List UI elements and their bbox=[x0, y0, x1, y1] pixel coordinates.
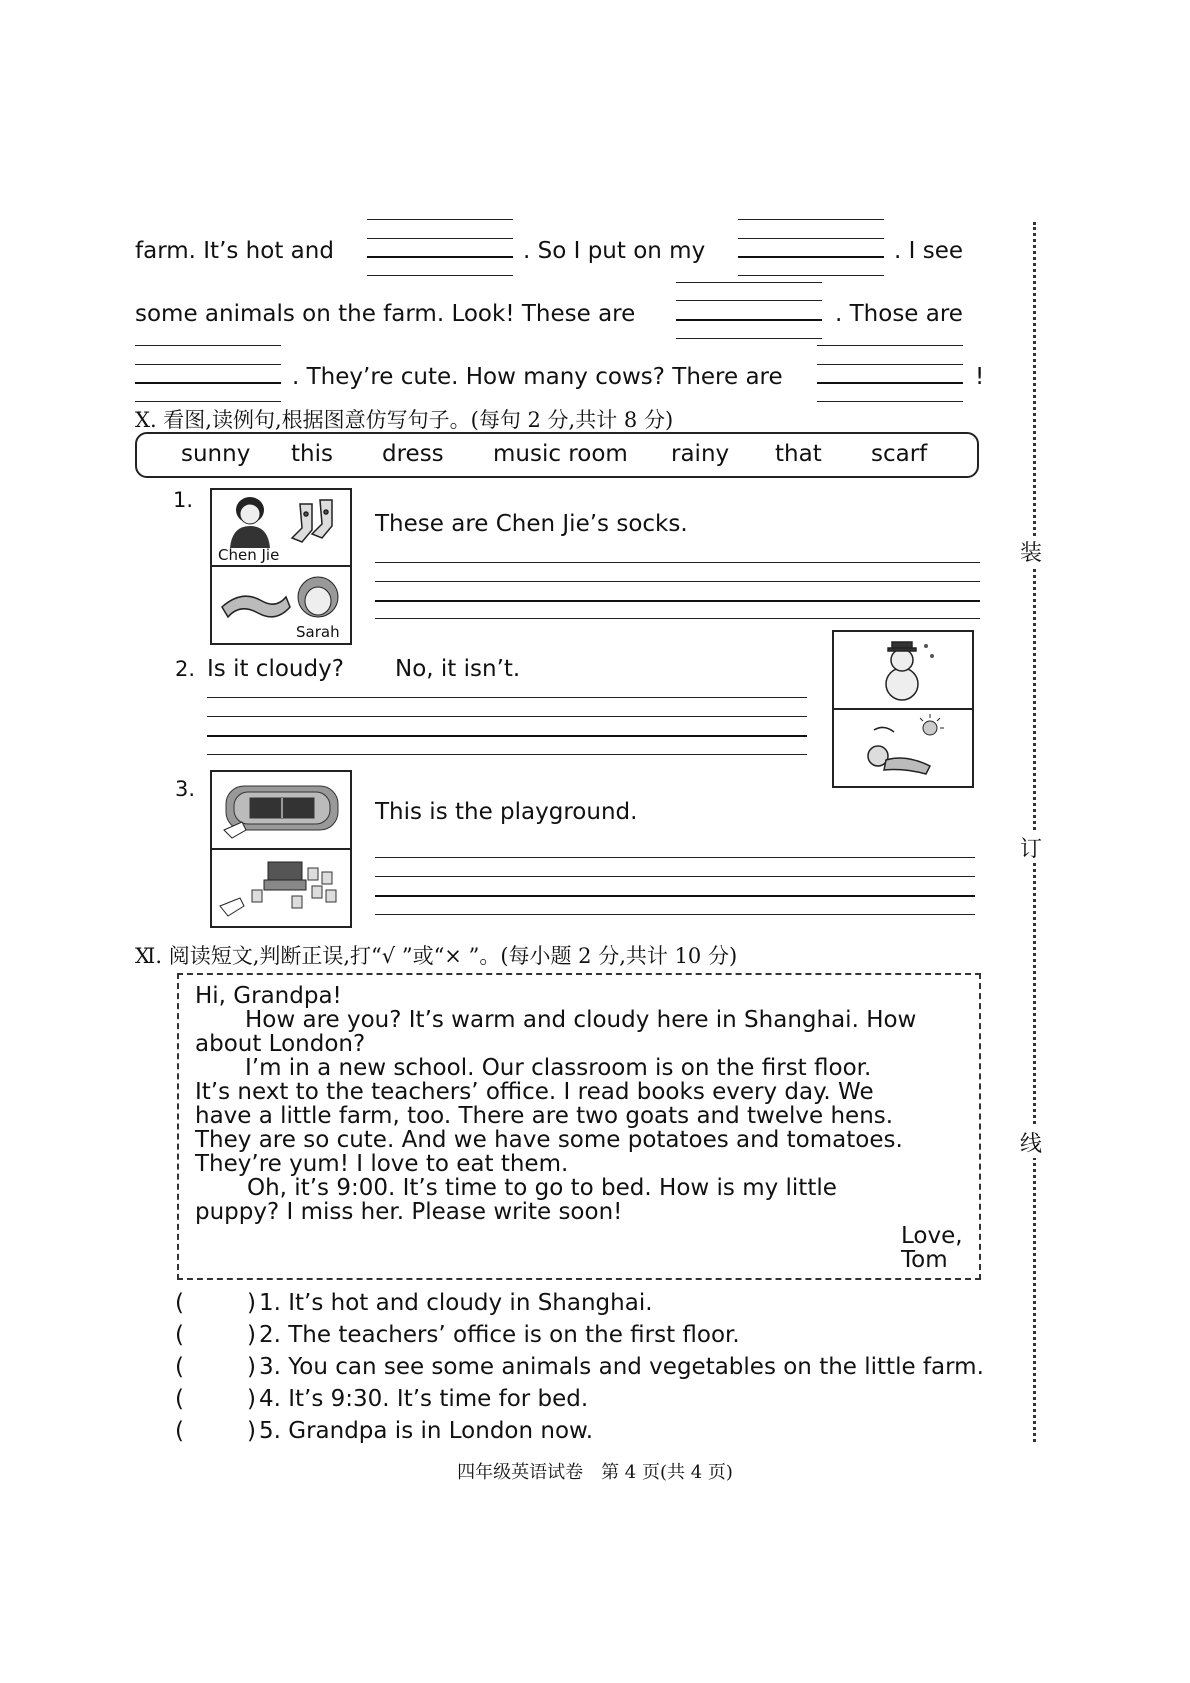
word-bank bbox=[135, 432, 979, 478]
example-sentence: This is the playground. bbox=[375, 799, 638, 825]
question-text: 3. You can see some animals and vegetables on the little farm. bbox=[259, 1354, 984, 1380]
word-bank-item: that bbox=[775, 441, 822, 467]
question-text: 4. It’s 9:30. It’s time for bed. bbox=[259, 1386, 589, 1412]
letter-line: puppy? I miss her. Please write soon! bbox=[195, 1199, 623, 1225]
sunny-beach-picture bbox=[832, 708, 974, 788]
passage-text: some animals on the farm. Look! These are bbox=[135, 301, 636, 327]
answer-bracket[interactable]: ( bbox=[175, 1418, 184, 1444]
page-footer: 四年级英语试卷 第 4 页(共 4 页) bbox=[457, 1462, 733, 1483]
letter-line: They’re yum! I love to eat them. bbox=[195, 1151, 569, 1177]
question-number: 3. bbox=[175, 777, 196, 801]
piano-icon bbox=[264, 862, 306, 890]
letter-signature: Tom bbox=[901, 1247, 948, 1273]
answer-bracket: ) bbox=[247, 1322, 256, 1348]
binding-mark: 线 bbox=[1020, 1127, 1042, 1158]
passage-text: ! bbox=[975, 364, 985, 390]
passage-text: . They’re cute. How many cows? There are bbox=[292, 364, 783, 390]
question-number: 1. bbox=[173, 488, 194, 512]
word-bank-item: dress bbox=[382, 441, 444, 467]
answer-bracket: ) bbox=[247, 1418, 256, 1444]
letter-line: Hi, Grandpa! bbox=[195, 983, 342, 1009]
section-10-title: Ⅹ. 看图,读例句,根据图意仿写句子。(每句 2 分,共计 8 分) bbox=[135, 408, 674, 432]
answer-bracket[interactable]: ( bbox=[175, 1386, 184, 1412]
word-bank-item: rainy bbox=[671, 441, 730, 467]
chen-jie-socks-picture bbox=[210, 488, 352, 568]
word-bank-item: this bbox=[291, 441, 333, 467]
letter-line: How are you? It’s warm and cloudy here in Shanghai. How bbox=[245, 1007, 917, 1033]
section-11-title: Ⅺ. 阅读短文,判断正误,打“√ ”或“× ”。(每小题 2 分,共计 10 分) bbox=[135, 944, 738, 968]
scarf-icon bbox=[222, 596, 290, 617]
letter-signoff: Love, bbox=[901, 1223, 963, 1249]
question-text: 1. It’s hot and cloudy in Shanghai. bbox=[259, 1290, 653, 1316]
sun-icon bbox=[920, 714, 944, 735]
word-bank-item: scarf bbox=[871, 441, 928, 467]
passage-text: . Those are bbox=[835, 301, 963, 327]
question-text: 5. Grandpa is in London now. bbox=[259, 1418, 594, 1444]
picture-label: Chen Jie bbox=[218, 546, 280, 564]
answer-bracket[interactable]: ( bbox=[175, 1354, 184, 1380]
answer-bracket: ) bbox=[247, 1290, 256, 1316]
example-sentence: Is it cloudy? bbox=[207, 656, 344, 682]
boy-lying-icon bbox=[868, 727, 930, 774]
passage-text: . So I put on my bbox=[523, 238, 706, 264]
binding-mark: 订 bbox=[1020, 832, 1042, 863]
binding-mark: 装 bbox=[1020, 536, 1042, 567]
letter-line: Oh, it’s 9:00. It’s time to go to bed. How is my little bbox=[247, 1175, 837, 1201]
passage-text: farm. It’s hot and bbox=[135, 238, 334, 264]
passage-text: . I see bbox=[894, 238, 963, 264]
example-sentence: These are Chen Jie’s socks. bbox=[375, 511, 688, 537]
boy-icon bbox=[230, 497, 270, 548]
snowman-picture bbox=[832, 630, 974, 710]
picture-label: Sarah bbox=[296, 623, 340, 641]
sarah-scarf-picture bbox=[210, 565, 352, 645]
word-bank-item: music room bbox=[493, 441, 628, 467]
pointing-hand-icon bbox=[220, 898, 244, 916]
girl-icon bbox=[298, 577, 338, 617]
question-number: 2. bbox=[175, 657, 196, 681]
letter-line: I’m in a new school. Our classroom is on the first floor. bbox=[245, 1055, 872, 1081]
answer-bracket: ) bbox=[247, 1354, 256, 1380]
word-bank-item: sunny bbox=[181, 441, 251, 467]
snowman-icon bbox=[886, 642, 918, 700]
question-text: 2. The teachers’ office is on the first floor. bbox=[259, 1322, 740, 1348]
playground-picture bbox=[210, 770, 352, 850]
answer-bracket[interactable]: ( bbox=[175, 1290, 184, 1316]
letter-line: They are so cute. And we have some potatoes and tomatoes. bbox=[195, 1127, 903, 1153]
music-room-picture bbox=[210, 848, 352, 928]
letter-line: It’s next to the teachers’ office. I read books every day. We bbox=[195, 1079, 874, 1105]
letter-line: have a little farm, too. There are two goats and twelve hens. bbox=[195, 1103, 894, 1129]
reading-letter bbox=[177, 973, 981, 1280]
socks-icon bbox=[292, 500, 332, 542]
answer-bracket: ) bbox=[247, 1386, 256, 1412]
letter-line: about London? bbox=[195, 1031, 366, 1057]
answer-bracket[interactable]: ( bbox=[175, 1322, 184, 1348]
example-answer: No, it isn’t. bbox=[395, 656, 521, 682]
